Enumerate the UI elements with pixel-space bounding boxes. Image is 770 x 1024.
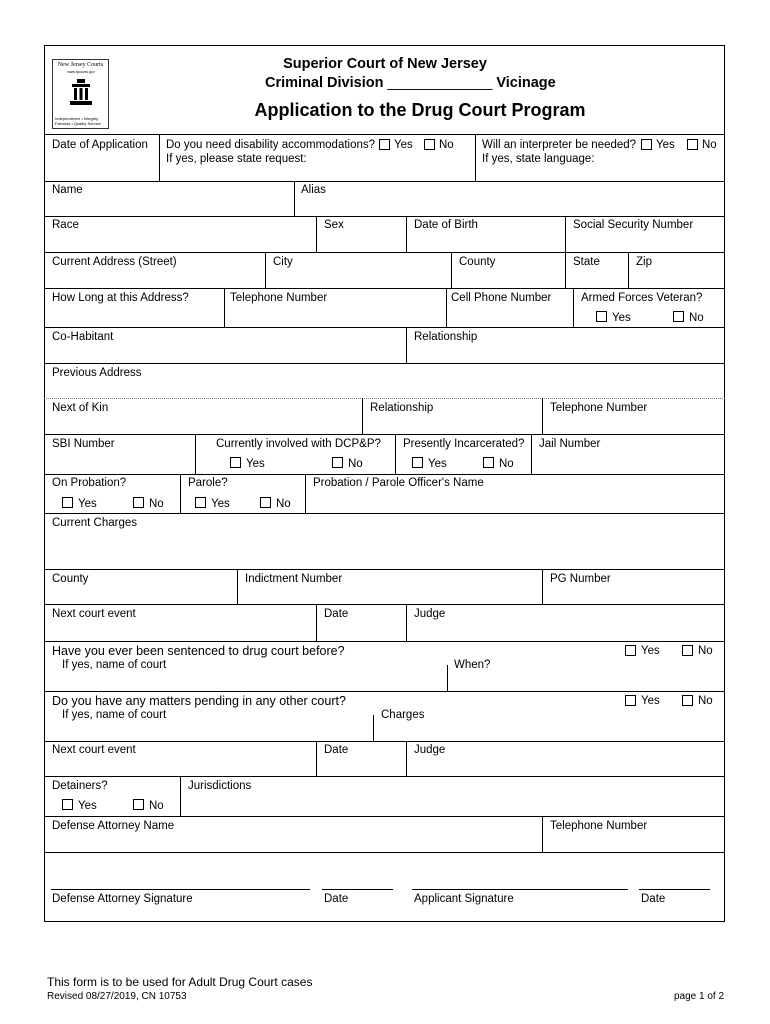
date-of-application-label: Date of Application [52,139,148,151]
incarcerated-yes-checkbox[interactable] [412,457,423,468]
incarcerated-yes-label: Yes [428,458,447,470]
disability-question: Do you need disability accommodations? [166,139,376,151]
previous-address-label: Previous Address [52,367,142,379]
veteran-label: Armed Forces Veteran? [581,292,703,304]
parole-label: Parole? [188,477,228,489]
parole-no-label: No [276,498,291,510]
form-title: Application to the Drug Court Program [254,100,586,120]
sentenced-no-label: No [698,645,713,657]
detainers-no-label: No [149,800,164,812]
sbi-label: SBI Number [52,438,115,450]
interpreter-question: Will an interpreter be needed? [482,139,637,151]
cohabitant-label: Co-Habitant [52,331,114,343]
sentenced-court-label: If yes, name of court [62,659,167,671]
next-event-date-label: Date [324,608,349,620]
jail-number-label: Jail Number [539,438,601,450]
footer-revised: Revised 08/27/2019, CN 10753 [47,991,187,1002]
veteran-yes-checkbox[interactable] [596,311,607,322]
incarcerated-no-label: No [499,458,514,470]
indictment-label: Indictment Number [245,573,343,585]
probation-yes-checkbox[interactable] [62,497,73,508]
parole-no-checkbox[interactable] [260,497,271,508]
next-court-event-2-label: Next court event [52,744,136,756]
city-label: City [273,256,293,268]
dcpp-label: Currently involved with DCP&P? [216,438,381,450]
attorney-name-label: Defense Attorney Name [52,820,175,832]
pending-yes-label: Yes [641,695,660,707]
parole-yes-label: Yes [211,498,230,510]
dcpp-yes-label: Yes [246,458,265,470]
applicant-signature-label: Applicant Signature [414,893,514,905]
veteran-yes-label: Yes [612,312,631,324]
county-label: County [459,256,496,268]
disability-yes-label: Yes [394,139,413,151]
name-label: Name [52,184,83,196]
detainers-yes-label: Yes [78,800,97,812]
interpreter-language-label: If yes, state language: [482,153,595,165]
logo-tag-2: Fairness • Quality Service [55,121,101,126]
charge-county-label: County [52,573,89,585]
footer-page: page 1 of 2 [674,991,725,1002]
kin-relationship-label: Relationship [370,402,434,414]
disability-yes-checkbox[interactable] [379,139,390,150]
footer-note: This form is to be used for Adult Drug Court cases [47,975,313,989]
next-event-2-judge-label: Judge [414,744,446,756]
interpreter-no-label: No [702,139,717,151]
pending-no-checkbox[interactable] [682,695,693,706]
next-of-kin-label: Next of Kin [52,402,109,414]
zip-label: Zip [636,256,652,268]
state-label: State [573,256,600,268]
sentenced-yes-checkbox[interactable] [625,645,636,656]
veteran-no-checkbox[interactable] [673,311,684,322]
interpreter-yes-checkbox[interactable] [641,139,652,150]
disability-request-label: If yes, please state request: [166,153,307,165]
interpreter-yes-label: Yes [656,139,675,151]
sentenced-yes-label: Yes [641,645,660,657]
current-charges-label: Current Charges [52,517,138,529]
kin-telephone-label: Telephone Number [550,402,648,414]
disability-no-checkbox[interactable] [424,139,435,150]
officer-name-label: Probation / Parole Officer's Name [313,477,484,489]
how-long-label: How Long at this Address? [52,292,189,304]
sex-label: Sex [324,219,344,231]
applicant-sig-date-label: Date [641,893,666,905]
logo-tag-1: Independence • Integrity [55,116,99,121]
division-label: Criminal Division _____________ Vicinage [265,75,556,91]
detainers-no-checkbox[interactable] [133,799,144,810]
probation-no-label: No [149,498,164,510]
dob-label: Date of Birth [414,219,478,231]
sentenced-no-checkbox[interactable] [682,645,693,656]
probation-label: On Probation? [52,477,127,489]
dcpp-no-checkbox[interactable] [332,457,343,468]
next-event-2-date-label: Date [324,744,349,756]
pending-no-label: No [698,695,713,707]
race-label: Race [52,219,79,231]
sentenced-when-label: When? [454,659,491,671]
telephone-label: Telephone Number [230,292,328,304]
probation-yes-label: Yes [78,498,97,510]
parole-yes-checkbox[interactable] [195,497,206,508]
jurisdictions-label: Jurisdictions [188,780,252,792]
dcpp-yes-checkbox[interactable] [230,457,241,468]
court-title: Superior Court of New Jersey [283,56,487,72]
dcpp-no-label: No [348,458,363,470]
alias-label: Alias [301,184,326,196]
logo-url: www.njcourts.gov [67,70,95,74]
cohabitant-relationship-label: Relationship [414,331,478,343]
pending-court-label: If yes, name of court [62,709,167,721]
next-event-judge-label: Judge [414,608,446,620]
incarcerated-label: Presently Incarcerated? [403,438,525,450]
pending-yes-checkbox[interactable] [625,695,636,706]
incarcerated-no-checkbox[interactable] [483,457,494,468]
cell-phone-label: Cell Phone Number [451,292,552,304]
ssn-label: Social Security Number [573,219,694,231]
disability-no-label: No [439,139,454,151]
logo-name: New Jersey Courts [57,62,104,68]
veteran-no-label: No [689,312,704,324]
interpreter-no-checkbox[interactable] [687,139,698,150]
pending-charges-label: Charges [381,709,425,721]
probation-no-checkbox[interactable] [133,497,144,508]
attorney-telephone-label: Telephone Number [550,820,648,832]
pg-number-label: PG Number [550,573,611,585]
detainers-yes-checkbox[interactable] [62,799,73,810]
pending-question: Do you have any matters pending in any other court? [52,694,346,708]
current-address-label: Current Address (Street) [52,256,177,268]
detainers-label: Detainers? [52,780,108,792]
sentenced-question: Have you ever been sentenced to drug court before? [52,644,345,658]
attorney-sig-date-label: Date [324,893,349,905]
next-court-event-label: Next court event [52,608,136,620]
attorney-signature-label: Defense Attorney Signature [52,893,193,905]
